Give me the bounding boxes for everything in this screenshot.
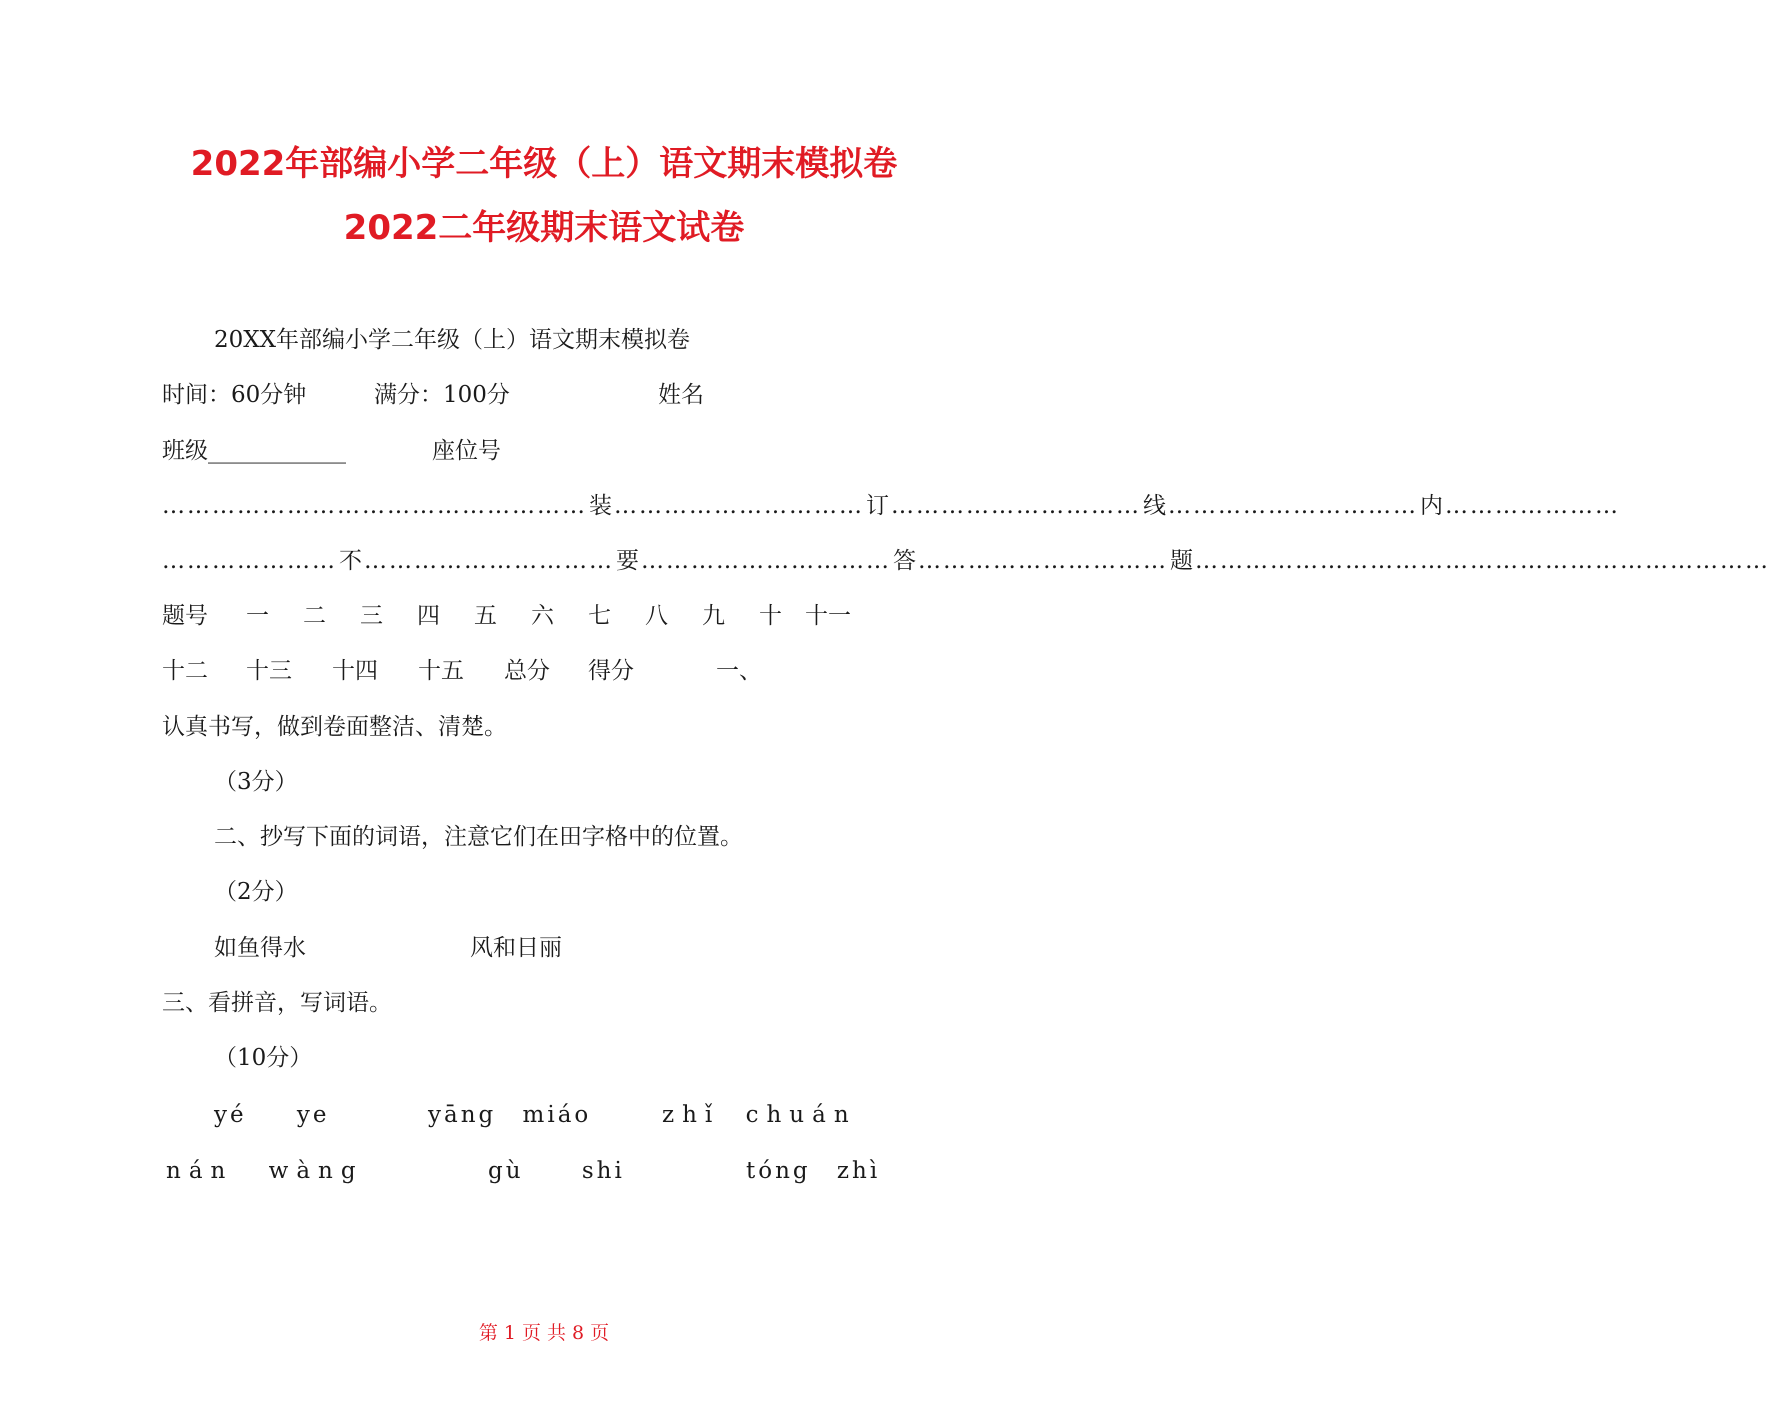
binding-char: 装 — [589, 493, 612, 519]
exam-full-score: 满分：100分 — [374, 382, 510, 408]
binding-line-2: ………………… 不 ………………………… 要 ………………………… 答 ………………………… 题 …………………………………………………………… — [162, 548, 1770, 574]
score-table-row-1 — [162, 601, 851, 631]
score-table-cell: 十五 — [418, 658, 464, 684]
score-table-cell: 十四 — [332, 658, 378, 684]
score-table-row-2 — [162, 656, 762, 686]
exam-time: 时间：60分钟 — [162, 382, 307, 408]
pinyin-item: nán wàng — [166, 1158, 364, 1184]
binding-char: 线 — [1143, 493, 1166, 519]
question-2-word-1: 如鱼得水 — [214, 935, 306, 961]
student-class-label: 班级____________ — [162, 438, 346, 464]
score-table-cell: 四 — [417, 603, 440, 629]
score-table-cell: 三 — [360, 603, 383, 629]
score-table-cell: 一 — [246, 603, 269, 629]
binding-char: 要 — [616, 548, 639, 574]
question-2-text: 二、抄写下面的词语，注意它们在田字格中的位置。 — [214, 824, 743, 850]
document-subtitle: 2022二年级期末语文试卷 — [343, 208, 745, 248]
seat-number-label: 座位号 — [432, 438, 501, 464]
score-table-cell: 总分 — [504, 658, 550, 684]
binding-char: 订 — [866, 493, 889, 519]
exam-heading: 20XX年部编小学二年级（上）语文期末模拟卷 — [214, 327, 691, 353]
pinyin-item: gù shi — [488, 1158, 625, 1184]
pinyin-item: yé ye — [214, 1102, 330, 1128]
question-1-score: （3分） — [214, 769, 298, 795]
pinyin-item: zhǐ chuán — [662, 1102, 857, 1128]
binding-char: 答 — [893, 548, 916, 574]
score-table-cell: 七 — [588, 603, 611, 629]
page-footer: 第 1 页 共 8 页 — [478, 1322, 610, 1344]
document-title: 2022年部编小学二年级（上）语文期末模拟卷 — [190, 144, 898, 184]
question-2-word-2: 风和日丽 — [470, 935, 562, 961]
pinyin-item: tóng zhì — [746, 1158, 881, 1184]
binding-char: 内 — [1420, 493, 1443, 519]
score-table-cell: 十二 — [162, 658, 208, 684]
pinyin-item: yāng miáo — [428, 1102, 592, 1128]
score-table-cell: 十 — [759, 603, 782, 629]
score-table-cell: 二 — [303, 603, 326, 629]
student-name-label: 姓名 — [658, 382, 704, 408]
score-table-cell: 得分 — [588, 658, 634, 684]
question-3-score: （10分） — [214, 1045, 313, 1071]
score-table-cell: 题号 — [162, 603, 208, 629]
question-3-text: 三、看拼音，写词语。 — [162, 990, 392, 1016]
score-table-cell: 五 — [474, 603, 497, 629]
score-table-cell: 八 — [645, 603, 668, 629]
binding-char: 题 — [1170, 548, 1193, 574]
question-1-number: 一、 — [716, 658, 762, 684]
question-1-text: 认真书写，做到卷面整洁、清楚。 — [162, 714, 507, 740]
score-table-cell: 十一 — [805, 603, 851, 629]
score-table-cell: 十三 — [246, 658, 292, 684]
binding-char: 不 — [339, 548, 362, 574]
question-2-score: （2分） — [214, 879, 298, 905]
binding-line-1: …………………………………………… 装 ………………………… 订 ………………………… 线 ………………………… 内 ………………… — [162, 493, 1620, 519]
score-table-cell: 九 — [702, 603, 725, 629]
score-table-cell: 六 — [531, 603, 554, 629]
